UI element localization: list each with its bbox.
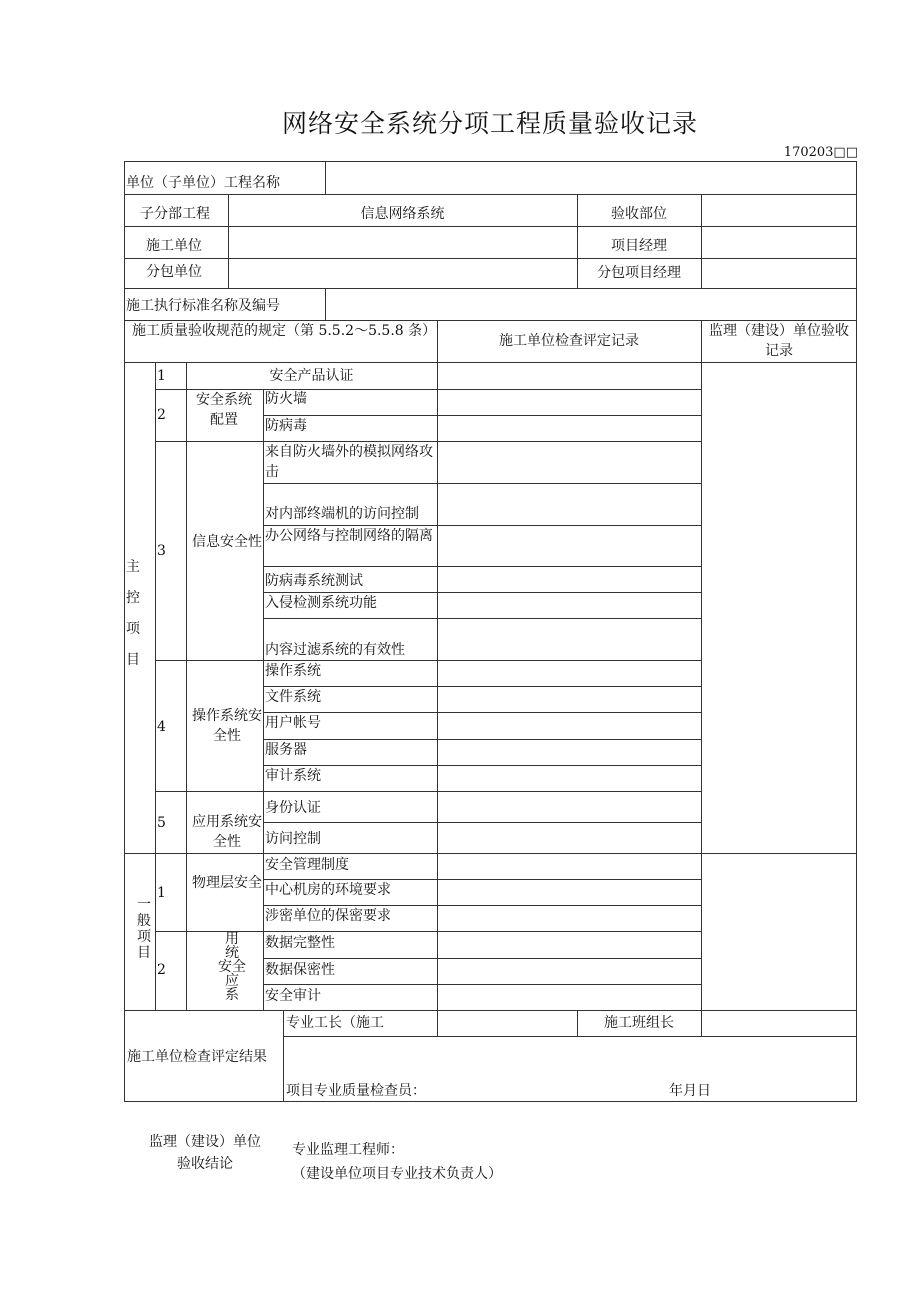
supervision-engineer: 专业监理工程师： [292,1142,404,1158]
page-title: 网络安全系统分项工程质量验收记录 [281,109,698,138]
item-label: 文件系统 [265,689,321,705]
item-label: 中心机房的环境要求 [265,882,391,898]
item-label: 涉密单位的保密要求 [265,908,391,924]
item-number: 2 [157,407,166,423]
construction-unit-label: 施工单位 [146,238,202,254]
item-label: 数据完整性 [265,935,335,951]
item-label: 操作系统 [265,663,321,679]
item-number: 1 [157,368,166,384]
general-item-label: 一 般 项 目 [137,897,151,961]
group-label: 应用系统安全性 [192,814,262,850]
item-number: 4 [157,719,166,735]
item-label: 防病毒系统测试 [265,573,363,589]
sub-division-value: 信息网络系统 [360,206,445,222]
group-label: 用 统 安全 应 系 [218,931,246,1003]
item-number: 1 [157,885,166,901]
item-label: 安全管理制度 [265,857,349,873]
foreman-label: 专业工长（施工 [286,1015,384,1031]
item-label: 审计系统 [265,768,321,784]
group-label: 安全系统配置 [196,392,252,428]
item-number: 5 [157,815,166,831]
supervision-record-header: 监理（建设）单位验收记录 [709,323,849,359]
owner-technical-lead: （建设单位项目专业技术负责人） [292,1166,502,1182]
item-number: 3 [157,543,166,559]
item-number: 2 [157,962,166,978]
standard-label: 施工执行标准名称及编号 [126,298,280,314]
item-label: 安全产品认证 [269,368,354,384]
main-control-label: 主 控 项 目 [126,559,140,668]
subcontract-unit-label: 分包单位 [146,264,202,280]
item-label: 数据保密性 [265,962,335,978]
item-label: 入侵检测系统功能 [265,595,377,611]
inspector-label: 项目专业质量检查员： [286,1083,426,1099]
project-manager-label: 项目经理 [611,238,667,254]
item-label: 内容过滤系统的有效性 [265,642,405,658]
item-label: 服务器 [265,742,307,758]
check-record-header: 施工单位检查评定记录 [499,333,639,349]
item-label: 来自防火墙外的模拟网络攻击 [265,444,433,480]
acceptance-part-label: 验收部位 [611,206,667,222]
group-label: 信息安全性 [192,534,262,550]
group-label: 操作系统安全性 [192,708,262,744]
item-label: 身份认证 [265,800,321,816]
result-label: 施工单位检查评定结果 [127,1049,267,1065]
group-label: 物理层安全 [192,875,262,891]
sub-division-label: 子分部工程 [140,206,210,222]
item-label: 用户帐号 [265,715,321,731]
item-label: 安全审计 [265,988,321,1004]
item-label: 对内部终端机的访问控制 [265,506,419,522]
unit-project-label: 单位（子单位）工程名称 [126,175,280,191]
item-label: 防火墙 [265,391,307,407]
item-label: 办公网络与控制网络的隔离 [265,528,433,544]
subcontract-manager-label: 分包项目经理 [597,265,681,281]
spec-column-header: 施工质量验收规范的规定（第 5.5.2～5.5.8 条） [132,323,437,339]
team-leader-label: 施工班组长 [604,1015,674,1031]
supervision-label: 监理（建设）单位 验收结论 [149,1134,261,1172]
item-label: 防病毒 [265,418,307,434]
form-code: 170203□□ [783,145,858,160]
result-date: 年月日 [669,1083,711,1099]
item-label: 访问控制 [265,831,321,847]
